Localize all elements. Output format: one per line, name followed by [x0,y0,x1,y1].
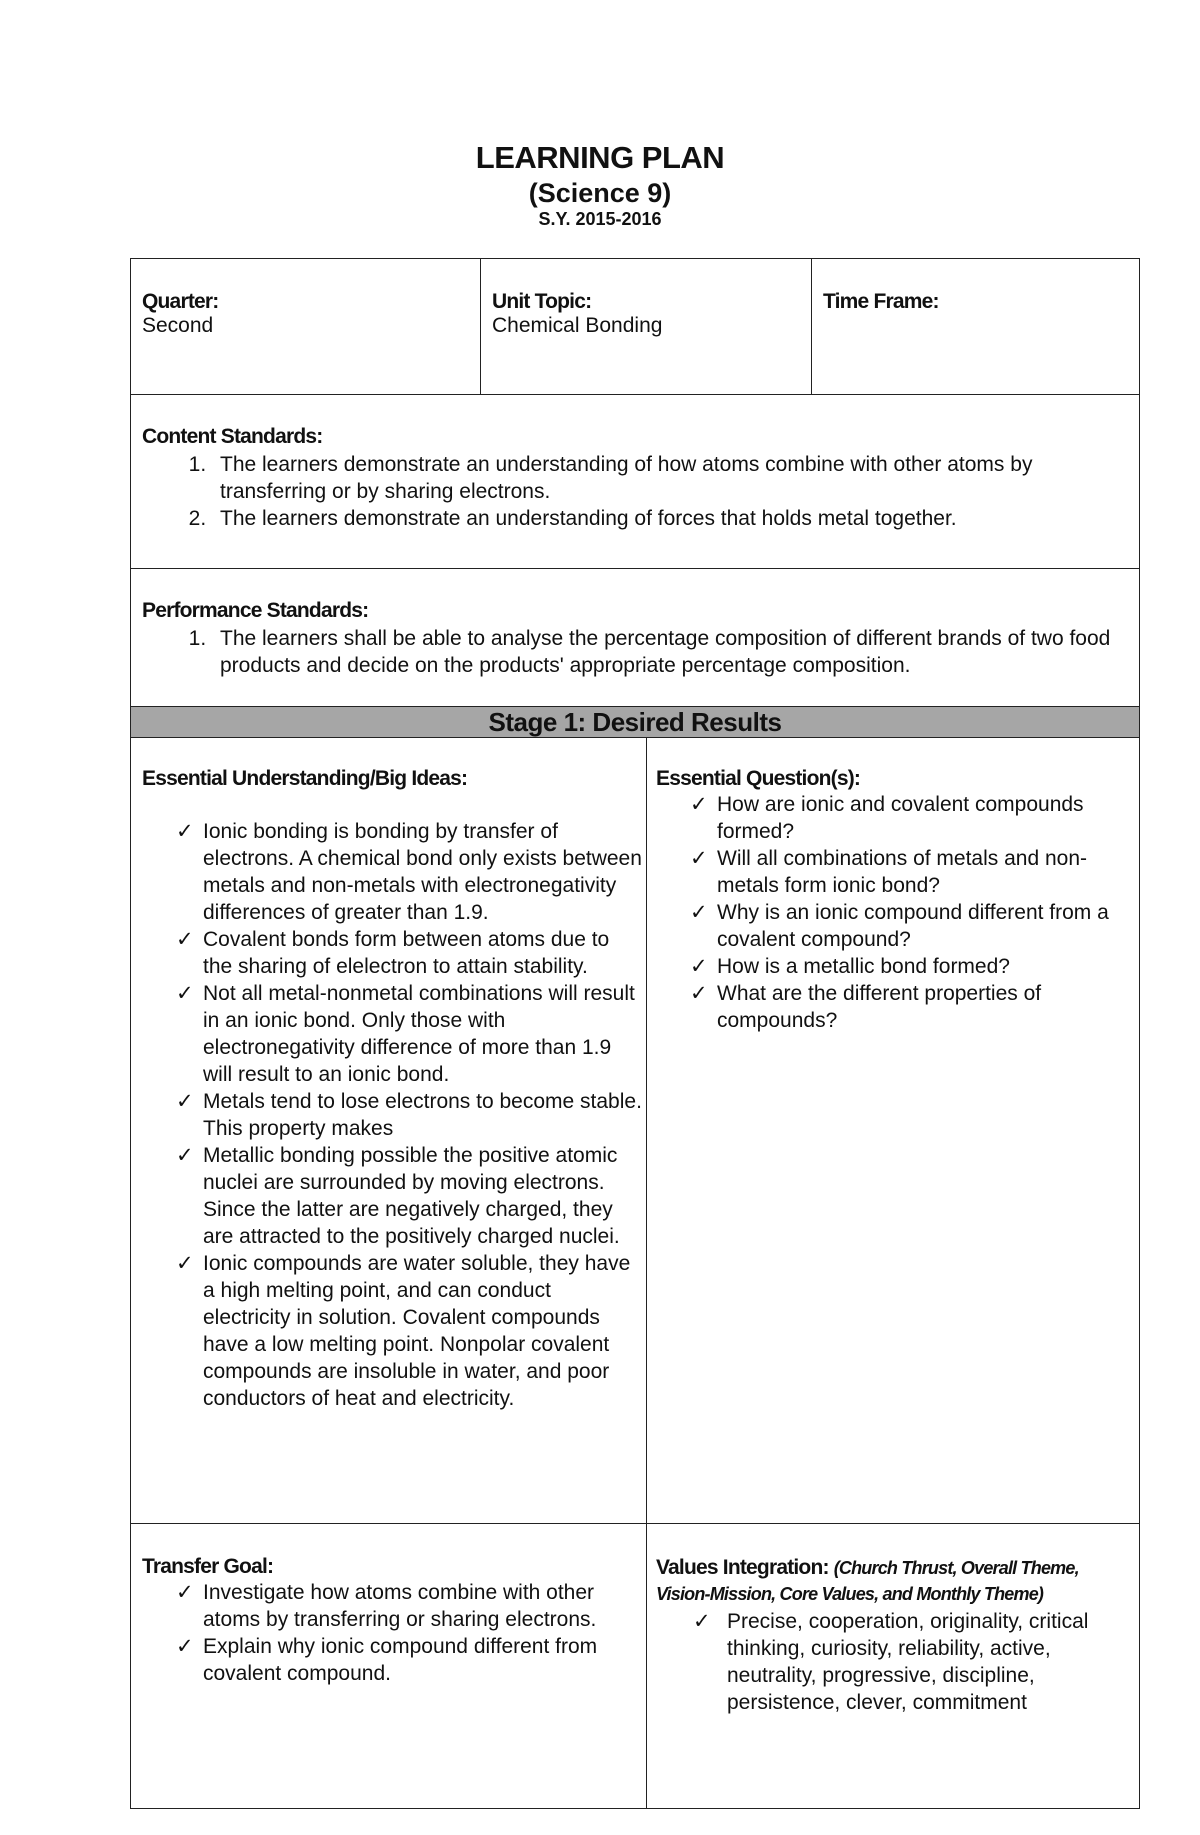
list-item-text: Ionic compounds are water soluble, they have a high melting point, and can conduct electricity in solution. Covalent compounds have a low melting point. Nonpolar covalent compounds are insoluble in water, and poor conductors of heat and electricity. [203,1252,631,1410]
list-item-text: Metallic bonding possible the positive atomic nuclei are surrounded by moving electrons. Since the latter are negatively charged, they are attracted to the positively charged nuclei. [203,1144,620,1248]
transfer-goal-list [142,1579,632,1687]
list-item-text: How is a metallic bond formed? [717,955,1010,978]
column-divider [811,258,812,394]
values-heading [656,1555,1096,1608]
table-rule [130,568,1140,569]
time-frame-label: Time Frame: [823,290,939,313]
performance-standards-list [142,625,1132,679]
list-item [142,1142,642,1250]
check-icon: ✓ [176,1090,194,1113]
questions-list [656,791,1126,1034]
list-item [656,899,1126,953]
list-item: 1. The learners shall be able to analyse the percentage composition of different brands of two food products and decide on the products' appropriate percentage composition. [212,625,1132,679]
transfer-goal-label: Transfer Goal: [142,1555,274,1578]
list-item [656,1608,1096,1716]
values-integration-section [656,1555,1096,1716]
performance-standards-section [142,599,1132,679]
list-item [656,980,1126,1034]
content-standards-label: Content Standards: [142,425,323,448]
list-item [142,1250,642,1412]
list-item [142,926,642,980]
quarter-label: Quarter: [142,290,219,313]
unit-topic-value: Chemical Bonding [492,314,663,337]
list-item [656,791,1126,845]
list-item-text: Why is an ionic compound different from a covalent compound? [717,901,1109,951]
list-item [656,953,1126,980]
check-icon: ✓ [176,1252,194,1275]
list-item-text: Ionic bonding is bonding by transfer of electrons. A chemical bond only exists between metals and non-metals with electronegativity differences of greater than 1.9. [203,820,642,924]
list-item-text: How are ionic and covalent compounds formed? [717,793,1084,843]
unit-topic-cell [492,290,662,338]
check-icon: ✓ [690,793,708,816]
column-divider [646,738,647,1808]
table-rule [130,1808,1140,1809]
unit-topic-label: Unit Topic: [492,290,592,313]
list-item-text: Will all combinations of metals and non-metals form ionic bond? [717,847,1088,897]
content-standards-list [142,451,1092,532]
document-header [0,140,1200,230]
content-standards-section [142,425,1092,532]
list-item [142,1088,642,1142]
values-list [656,1608,1096,1716]
quarter-cell [142,290,218,338]
column-divider [480,258,481,394]
list-item [142,1633,632,1687]
list-item: 1. The learners demonstrate an understanding of how atoms combine with other atoms by transferring or by sharing electrons. [212,451,1092,505]
check-icon: ✓ [176,1635,194,1658]
list-item-text: Covalent bonds form between atoms due to the sharing of elelectron to attain stability. [203,928,610,978]
document-subtitle: (Science 9) [528,178,672,208]
check-icon: ✓ [176,1581,194,1604]
list-item-text: Explain why ionic compound different from covalent compound. [203,1635,598,1685]
list-item [142,980,642,1088]
check-icon: ✓ [176,928,194,951]
list-item: 2. The learners demonstrate an understanding of forces that holds metal together. [212,505,1092,532]
table-rule [130,1523,1140,1524]
quarter-value: Second [142,314,214,337]
list-item-text: What are the different properties of compounds? [717,982,1042,1032]
essential-questions-label: Essential Question(s): [656,767,861,790]
list-item-text: Not all metal-nonmetal combinations will result in an ionic bond. Only those with electronegativity difference of more than 1.9 will result to an ionic bond. [203,982,635,1086]
transfer-goal-section [142,1555,632,1687]
document-title: LEARNING PLAN [475,140,725,175]
list-item-text: Metals tend to lose electrons to become stable. This property makes [203,1090,642,1140]
essential-questions-section [656,767,1126,1034]
list-item-text: Precise, cooperation, originality, critical thinking, curiosity, reliability, active, neutrality, progressive, discipline, persistence, clever, commitment [727,1610,1089,1714]
list-item [142,818,642,926]
stage-1-header: Stage 1: Desired Results [130,706,1140,738]
values-integration-note: (Church Thrust, Overall Theme, Vision-Mission, Core Values, and Monthly Theme) [656,1558,1079,1604]
check-icon: ✓ [690,955,708,978]
check-icon: ✓ [176,1144,194,1167]
list-item [656,845,1126,899]
table-rule [130,394,1140,395]
performance-standards-label: Performance Standards: [142,599,369,622]
essential-understanding-section [142,767,642,1412]
check-icon: ✓ [693,1610,711,1633]
time-frame-cell [823,290,939,314]
values-integration-label: Values Integration: [656,1556,834,1579]
check-icon: ✓ [690,982,708,1005]
check-icon: ✓ [176,820,194,843]
check-icon: ✓ [690,901,708,924]
understanding-list [142,818,642,1412]
school-year: S.Y. 2015-2016 [538,209,662,229]
check-icon: ✓ [176,982,194,1005]
list-item [142,1579,632,1633]
check-icon: ✓ [690,847,708,870]
list-item-text: Investigate how atoms combine with other atoms by transferring or sharing electrons. [203,1581,597,1631]
essential-understanding-label: Essential Understanding/Big Ideas: [142,767,468,790]
table-rule [130,258,1140,259]
